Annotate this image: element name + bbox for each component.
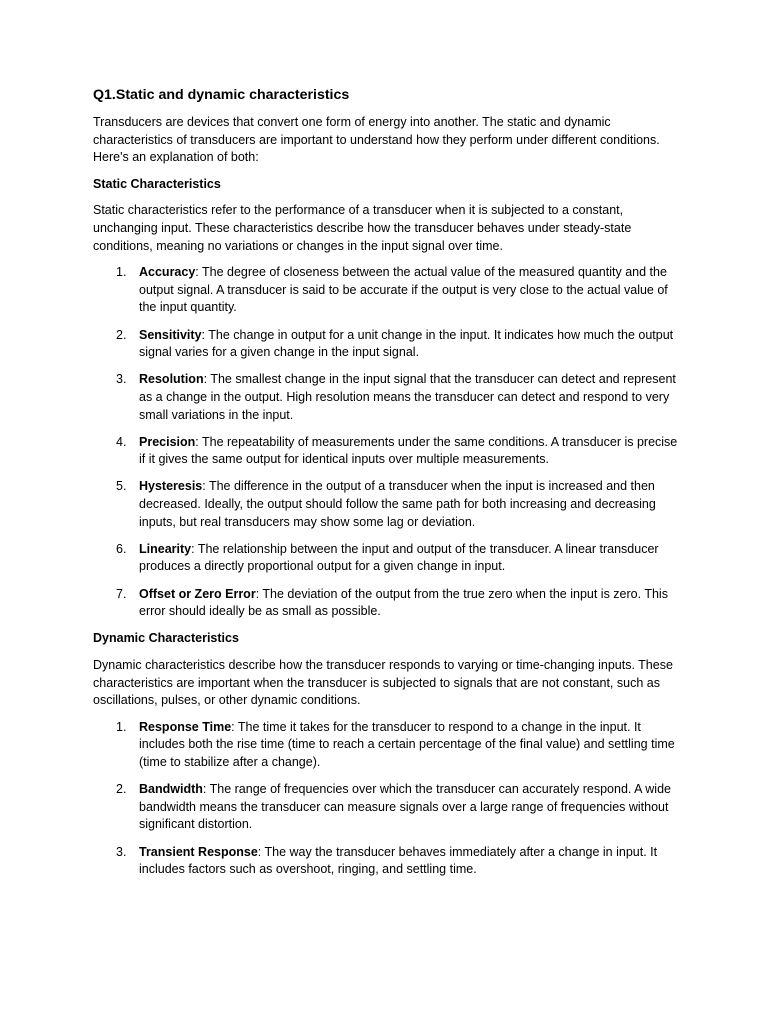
list-number: 7. <box>116 586 127 601</box>
list-number: 4. <box>116 434 127 449</box>
static-heading: Static Characteristics <box>93 176 221 191</box>
list-term: Hysteresis <box>139 479 203 494</box>
list-term: Response Time <box>139 719 232 734</box>
list-number: 1. <box>116 265 127 280</box>
list-number: 5. <box>116 479 127 494</box>
list-item <box>93 327 683 362</box>
list-text: : The range of frequencies over which the transducer can accurately respond. A wide bandwidth means the transducer can measure signals over a large range of frequencies without significant distortion. <box>139 782 671 832</box>
list-text: : The smallest change in the input signal that the transducer can detect and represent as a change in the output. High resolution means the transducer can detect and respond to very small variations in the input. <box>139 372 676 422</box>
list-item <box>93 844 683 879</box>
list-item <box>93 434 683 469</box>
list-number: 6. <box>116 541 127 556</box>
list-text: : The difference in the output of a transducer when the input is increased and then decreased. Ideally, the output should follow the same path for both increasing and decreasing inputs, but real transducers may show some lag or deviation. <box>139 479 656 529</box>
list-text: : The deviation of the output from the true zero when the input is zero. This error should ideally be as small as possible. <box>139 586 668 619</box>
list-item <box>93 478 683 531</box>
list-term: Bandwidth <box>139 782 203 797</box>
list-text: : The change in output for a unit change in the input. It indicates how much the output signal varies for a given change in the input signal. <box>139 327 674 360</box>
list-term: Sensitivity <box>139 327 202 342</box>
list-number: 1. <box>116 719 127 734</box>
list-text: : The degree of closeness between the actual value of the measured quantity and the output signal. A transducer is said to be accurate if the output is very close to the actual value of the input quantity. <box>139 265 668 315</box>
dynamic-description: Dynamic characteristics describe how the transducer responds to varying or time-changing inputs. These characteristics are important when the transducer is subjected to signals that are not constant, such as oscillations, pulses, or other dynamic conditions. <box>93 658 673 708</box>
page-title: Q1.Static and dynamic characteristics <box>93 87 350 103</box>
list-item <box>93 264 683 317</box>
list-item <box>93 781 683 834</box>
list-text: : The way the transducer behaves immediately after a change in input. It includes factors such as overshoot, ringing, and settling time. <box>139 844 658 877</box>
document-page <box>93 86 683 888</box>
static-list <box>93 264 683 621</box>
dynamic-heading: Dynamic Characteristics <box>93 631 239 646</box>
intro-paragraph: Transducers are devices that convert one form of energy into another. The static and dynamic characteristics of transducers are important to understand how they perform under different conditions. Here's an explanation of both: <box>93 115 660 165</box>
list-number: 2. <box>116 327 127 342</box>
list-number: 2. <box>116 782 127 797</box>
dynamic-list <box>93 719 683 879</box>
list-term: Accuracy <box>139 265 196 280</box>
list-text: : The repeatability of measurements under the same conditions. A transducer is precise if it gives the same output for identical inputs over multiple measurements. <box>139 434 678 467</box>
static-description: Static characteristics refer to the performance of a transducer when it is subjected to a constant, unchanging input. These characteristics describe how the transducer behaves under steady-state conditions, meaning no variations or changes in the input signal over time. <box>93 203 632 253</box>
list-item <box>93 371 683 424</box>
list-term: Linearity <box>139 541 192 556</box>
list-text: : The relationship between the input and output of the transducer. A linear transducer produces a directly proportional output for a given change in input. <box>139 541 659 574</box>
list-number: 3. <box>116 844 127 859</box>
list-item <box>93 541 683 576</box>
list-term: Transient Response <box>139 844 258 859</box>
list-term: Precision <box>139 434 196 449</box>
list-text: : The time it takes for the transducer to respond to a change in the input. It includes both the rise time (time to reach a certain percentage of the final value) and settling time (time to stabilize after a change). <box>139 719 675 769</box>
list-term: Offset or Zero Error <box>139 586 256 601</box>
list-item <box>93 586 683 621</box>
list-number: 3. <box>116 372 127 387</box>
list-item <box>93 719 683 772</box>
list-term: Resolution <box>139 372 204 387</box>
